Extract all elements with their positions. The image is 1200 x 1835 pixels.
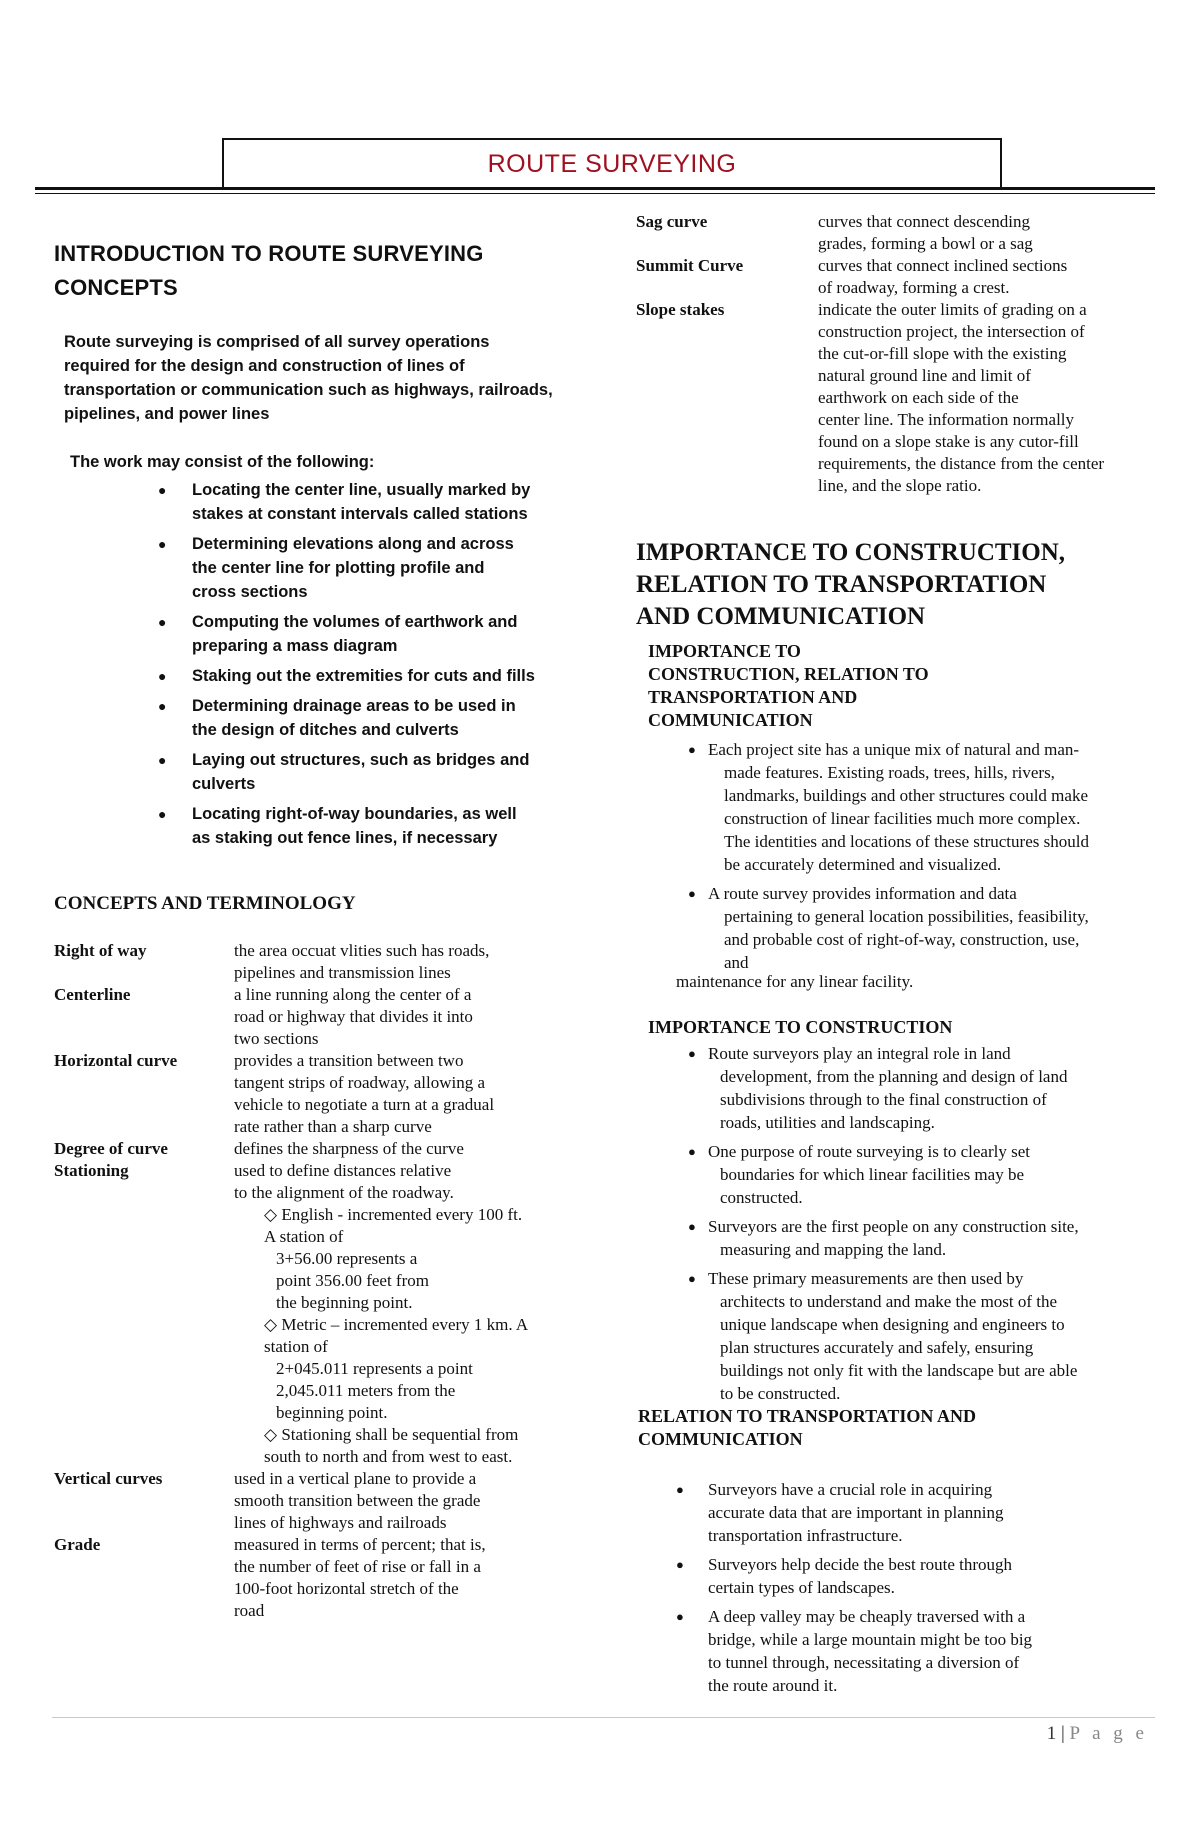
heading-line: RELATION TO TRANSPORTATION bbox=[636, 571, 1047, 598]
bullet-icon: ● bbox=[676, 1482, 684, 1497]
definition-line: 3+56.00 represents a bbox=[276, 1249, 418, 1268]
intro-heading bbox=[54, 237, 484, 305]
term-row bbox=[636, 211, 1156, 255]
heading-line: CONSTRUCTION, RELATION TO bbox=[648, 664, 929, 684]
importance-subheading bbox=[648, 640, 929, 732]
intro-paragraph bbox=[64, 330, 553, 426]
bullet-icon: ● bbox=[158, 698, 167, 714]
work-lead: The work may consist of the following: bbox=[70, 453, 375, 471]
term-label: Grade bbox=[54, 1535, 101, 1554]
term-label: Centerline bbox=[54, 985, 131, 1004]
definition-line: to the alignment of the roadway. bbox=[234, 1183, 454, 1202]
definition-line: station of bbox=[264, 1337, 328, 1356]
list-item bbox=[158, 610, 552, 658]
bullet-icon: ● bbox=[688, 1271, 696, 1286]
bullet-icon: ● bbox=[688, 1144, 696, 1159]
intro-heading-line: INTRODUCTION TO ROUTE SURVEYING bbox=[54, 241, 484, 266]
construction-bullets bbox=[688, 1042, 1158, 1405]
list-item-line: Route surveyors play an integral role in land bbox=[708, 1044, 1011, 1063]
definition-line: used in a vertical plane to provide a bbox=[234, 1469, 477, 1488]
term-definition bbox=[234, 1138, 464, 1160]
bullet-icon: ● bbox=[676, 1609, 684, 1624]
importance-bullets bbox=[688, 738, 1158, 974]
page-footer bbox=[1047, 1723, 1148, 1745]
list-item-line: Locating right-of-way boundaries, as well bbox=[192, 805, 517, 823]
list-item-line: landmarks, buildings and other structures could make bbox=[724, 786, 1088, 805]
definition-line: pipelines and transmission lines bbox=[234, 963, 451, 982]
work-list bbox=[158, 478, 552, 856]
list-item-line: as staking out fence lines, if necessary bbox=[192, 829, 498, 847]
definition-line: a line running along the center of a bbox=[234, 985, 472, 1004]
heading-line: IMPORTANCE TO CONSTRUCTION, bbox=[636, 539, 1066, 566]
list-item-line: cross sections bbox=[192, 583, 308, 601]
construction-heading: IMPORTANCE TO CONSTRUCTION bbox=[648, 1017, 953, 1037]
term-definition bbox=[818, 255, 1067, 299]
list-item bbox=[688, 1042, 1158, 1134]
heading-line: AND COMMUNICATION bbox=[636, 603, 926, 630]
definition-line: road bbox=[234, 1601, 265, 1620]
list-item-line: to be constructed. bbox=[720, 1384, 841, 1403]
list-item-line: Locating the center line, usually marked by bbox=[192, 481, 531, 499]
definition-line: line, and the slope ratio. bbox=[818, 476, 982, 495]
list-item-line: plan structures accurately and safely, ensuring bbox=[720, 1338, 1034, 1357]
bullet-icon: ● bbox=[158, 752, 167, 768]
right-terms-table bbox=[636, 211, 1156, 497]
list-item-line: boundaries for which linear facilities may be bbox=[720, 1165, 1024, 1184]
term-row bbox=[54, 1534, 574, 1622]
footer-rule bbox=[52, 1717, 1155, 1718]
bullet-icon: ● bbox=[688, 886, 696, 901]
list-item-line: A route survey provides information and data bbox=[708, 884, 1017, 903]
list-item-line: The identities and locations of these structures should bbox=[724, 832, 1089, 851]
bullet-icon: ● bbox=[158, 806, 167, 822]
definition-line: the cut-or-fill slope with the existing bbox=[818, 344, 1067, 363]
list-item bbox=[688, 882, 1158, 974]
page-separator: | bbox=[1060, 1723, 1065, 1744]
list-item-line: buildings not only fit with the landscape but are able bbox=[720, 1361, 1078, 1380]
term-definition bbox=[234, 940, 489, 984]
list-item bbox=[688, 738, 1158, 876]
list-item-line: One purpose of route surveying is to clearly set bbox=[708, 1142, 1030, 1161]
definition-line: A station of bbox=[264, 1227, 344, 1246]
definition-line: found on a slope stake is any cutor-fill bbox=[818, 432, 1079, 451]
list-item-line: transportation infrastructure. bbox=[708, 1526, 903, 1545]
term-definition bbox=[234, 1160, 528, 1468]
header-rule-thin bbox=[35, 193, 1155, 194]
list-item-line: Computing the volumes of earthwork and bbox=[192, 613, 518, 631]
list-item-line: the design of ditches and culverts bbox=[192, 721, 459, 739]
term-label: Stationing bbox=[54, 1161, 129, 1180]
bullet-icon: ● bbox=[688, 742, 696, 757]
definition-line: curves that connect inclined sections bbox=[818, 256, 1068, 275]
list-item-line: stakes at constant intervals called stations bbox=[192, 505, 528, 523]
list-item bbox=[688, 1140, 1158, 1209]
paragraph-line: Route surveying is comprised of all survey operations bbox=[64, 333, 490, 351]
list-item-line: bridge, while a large mountain might be too big bbox=[708, 1630, 1033, 1649]
term-row bbox=[54, 1468, 574, 1534]
term-label: Horizontal curve bbox=[54, 1051, 178, 1070]
term-row bbox=[54, 984, 574, 1050]
definition-line: curves that connect descending bbox=[818, 212, 1030, 231]
definition-line: 2,045.011 meters from the bbox=[276, 1381, 456, 1400]
list-item-line: and bbox=[724, 953, 749, 972]
definition-line: measured in terms of percent; that is, bbox=[234, 1535, 486, 1554]
relation-heading bbox=[638, 1405, 976, 1451]
term-definition bbox=[818, 211, 1033, 255]
definition-line: 100-foot horizontal stretch of the bbox=[234, 1579, 459, 1598]
term-row bbox=[54, 1050, 574, 1138]
list-item bbox=[676, 1605, 1158, 1697]
definition-line: ◇ English - incremented every 100 ft. bbox=[264, 1205, 523, 1224]
list-item-line: pertaining to general location possibilities, feasibility, bbox=[724, 907, 1089, 926]
term-definition bbox=[234, 1534, 486, 1622]
list-item-line: to tunnel through, necessitating a diversion of bbox=[708, 1653, 1020, 1672]
list-item-line: Staking out the extremities for cuts and fills bbox=[192, 667, 535, 685]
definition-line: provides a transition between two bbox=[234, 1051, 464, 1070]
bullet-icon: ● bbox=[688, 1219, 696, 1234]
definition-line: ◇ Stationing shall be sequential from bbox=[264, 1425, 519, 1444]
term-row bbox=[54, 1138, 574, 1160]
term-row bbox=[54, 940, 574, 984]
page-word: P a g e bbox=[1069, 1723, 1148, 1744]
list-item-line: be accurately determined and visualized. bbox=[724, 855, 1002, 874]
definition-line: defines the sharpness of the curve bbox=[234, 1139, 464, 1158]
list-item-line: Laying out structures, such as bridges and bbox=[192, 751, 530, 769]
list-item bbox=[676, 1478, 1158, 1547]
intro-heading-line: CONCEPTS bbox=[54, 275, 178, 300]
term-label: Degree of curve bbox=[54, 1139, 168, 1158]
term-definition bbox=[234, 984, 473, 1050]
heading-line: RELATION TO TRANSPORTATION AND bbox=[638, 1406, 976, 1426]
definition-line: two sections bbox=[234, 1029, 319, 1048]
list-item bbox=[158, 802, 552, 850]
definition-line: construction project, the intersection of bbox=[818, 322, 1085, 341]
definition-line: the number of feet of rise or fall in a bbox=[234, 1557, 481, 1576]
heading-line: COMMUNICATION bbox=[638, 1429, 803, 1449]
definition-line: indicate the outer limits of grading on a bbox=[818, 300, 1087, 319]
definition-line: tangent strips of roadway, allowing a bbox=[234, 1073, 485, 1092]
bullet-icon: ● bbox=[676, 1557, 684, 1572]
concepts-heading: CONCEPTS AND TERMINOLOGY bbox=[54, 893, 356, 914]
list-item-line: Each project site has a unique mix of natural and man- bbox=[708, 740, 1080, 759]
definition-line: natural ground line and limit of bbox=[818, 366, 1031, 385]
list-item-line: measuring and mapping the land. bbox=[720, 1240, 947, 1259]
definition-line: south to north and from west to east. bbox=[264, 1447, 513, 1466]
term-label: Vertical curves bbox=[54, 1469, 163, 1488]
bullet-icon: ● bbox=[158, 482, 167, 498]
definition-line: lines of highways and railroads bbox=[234, 1513, 447, 1532]
term-definition bbox=[234, 1468, 480, 1534]
list-item-line: development, from the planning and design of land bbox=[720, 1067, 1068, 1086]
paragraph-line: transportation or communication such as highways, railroads, bbox=[64, 381, 553, 399]
list-item-line: culverts bbox=[192, 775, 256, 793]
term-row bbox=[54, 1160, 574, 1468]
paragraph-line: required for the design and construction of lines of bbox=[64, 357, 465, 375]
definition-line: vehicle to negotiate a turn at a gradual bbox=[234, 1095, 495, 1114]
term-definition bbox=[234, 1050, 494, 1138]
paragraph-line: pipelines, and power lines bbox=[64, 405, 270, 423]
document-title: ROUTE SURVEYING bbox=[487, 150, 737, 178]
definition-line: road or highway that divides it into bbox=[234, 1007, 473, 1026]
definition-line: used to define distances relative bbox=[234, 1161, 452, 1180]
list-item-line: Surveyors help decide the best route through bbox=[708, 1555, 1013, 1574]
list-item bbox=[688, 1215, 1158, 1261]
list-item bbox=[158, 532, 552, 604]
definition-line: smooth transition between the grade bbox=[234, 1491, 481, 1510]
bullet-icon: ● bbox=[158, 536, 167, 552]
list-item-line: These primary measurements are then used by bbox=[708, 1269, 1024, 1288]
list-item-line: Determining drainage areas to be used in bbox=[192, 697, 516, 715]
term-definition bbox=[818, 299, 1104, 497]
definition-line: of roadway, forming a crest. bbox=[818, 278, 1010, 297]
heading-line: COMMUNICATION bbox=[648, 710, 813, 730]
list-item-line: subdivisions through to the final construction of bbox=[720, 1090, 1047, 1109]
list-item bbox=[158, 478, 552, 526]
list-item bbox=[688, 1267, 1158, 1405]
list-item-line: the center line for plotting profile and bbox=[192, 559, 485, 577]
trailing-line: maintenance for any linear facility. bbox=[676, 972, 914, 991]
definition-line: the area occuat vlities such has roads, bbox=[234, 941, 490, 960]
importance-heading bbox=[636, 537, 1065, 633]
list-item-line: unique landscape when designing and engineers to bbox=[720, 1315, 1065, 1334]
list-item-line: roads, utilities and landscaping. bbox=[720, 1113, 935, 1132]
definition-line: grades, forming a bowl or a sag bbox=[818, 234, 1033, 253]
list-item-line: certain types of landscapes. bbox=[708, 1578, 895, 1597]
heading-line: IMPORTANCE TO bbox=[648, 641, 801, 661]
definition-line: point 356.00 feet from bbox=[276, 1271, 429, 1290]
bullet-icon: ● bbox=[688, 1046, 696, 1061]
list-item bbox=[676, 1553, 1158, 1599]
term-label: Right of way bbox=[54, 941, 147, 960]
list-item bbox=[158, 664, 552, 688]
term-row bbox=[636, 299, 1156, 497]
list-item-line: accurate data that are important in planning bbox=[708, 1503, 1004, 1522]
list-item bbox=[158, 694, 552, 742]
term-label: Sag curve bbox=[636, 212, 708, 231]
bullet-icon: ● bbox=[158, 668, 167, 684]
list-item-line: constructed. bbox=[720, 1188, 803, 1207]
definition-line: ◇ Metric – incremented every 1 km. A bbox=[264, 1315, 529, 1334]
terms-table bbox=[54, 940, 574, 1622]
term-label: Summit Curve bbox=[636, 256, 744, 275]
list-item bbox=[158, 748, 552, 796]
list-item-line: Surveyors have a crucial role in acquiring bbox=[708, 1480, 993, 1499]
list-item-line: the route around it. bbox=[708, 1676, 838, 1695]
definition-line: the beginning point. bbox=[276, 1293, 413, 1312]
term-row bbox=[636, 255, 1156, 299]
definition-line: center line. The information normally bbox=[818, 410, 1075, 429]
heading-line: TRANSPORTATION AND bbox=[648, 687, 858, 707]
definition-line: rate rather than a sharp curve bbox=[234, 1117, 432, 1136]
definition-line: earthwork on each side of the bbox=[818, 388, 1019, 407]
list-item-line: Determining elevations along and across bbox=[192, 535, 514, 553]
list-item-line: A deep valley may be cheaply traversed with a bbox=[708, 1607, 1026, 1626]
header-rule-thick bbox=[35, 187, 1155, 190]
list-item-line: architects to understand and make the most of the bbox=[720, 1292, 1058, 1311]
relation-bullets bbox=[676, 1478, 1158, 1697]
page-number: 1 bbox=[1046, 1723, 1057, 1744]
list-item-line: construction of linear facilities much more complex. bbox=[724, 809, 1081, 828]
term-label: Slope stakes bbox=[636, 300, 725, 319]
list-item-line: made features. Existing roads, trees, hills, rivers, bbox=[724, 763, 1055, 782]
definition-line: requirements, the distance from the center bbox=[818, 454, 1105, 473]
definition-line: 2+045.011 represents a point bbox=[276, 1359, 473, 1378]
bullet-icon: ● bbox=[158, 614, 167, 630]
definition-line: beginning point. bbox=[276, 1403, 388, 1422]
list-item-line: preparing a mass diagram bbox=[192, 637, 398, 655]
list-item-line: Surveyors are the first people on any construction site, bbox=[708, 1217, 1079, 1236]
list-item-line: and probable cost of right-of-way, construction, use, bbox=[724, 930, 1080, 949]
